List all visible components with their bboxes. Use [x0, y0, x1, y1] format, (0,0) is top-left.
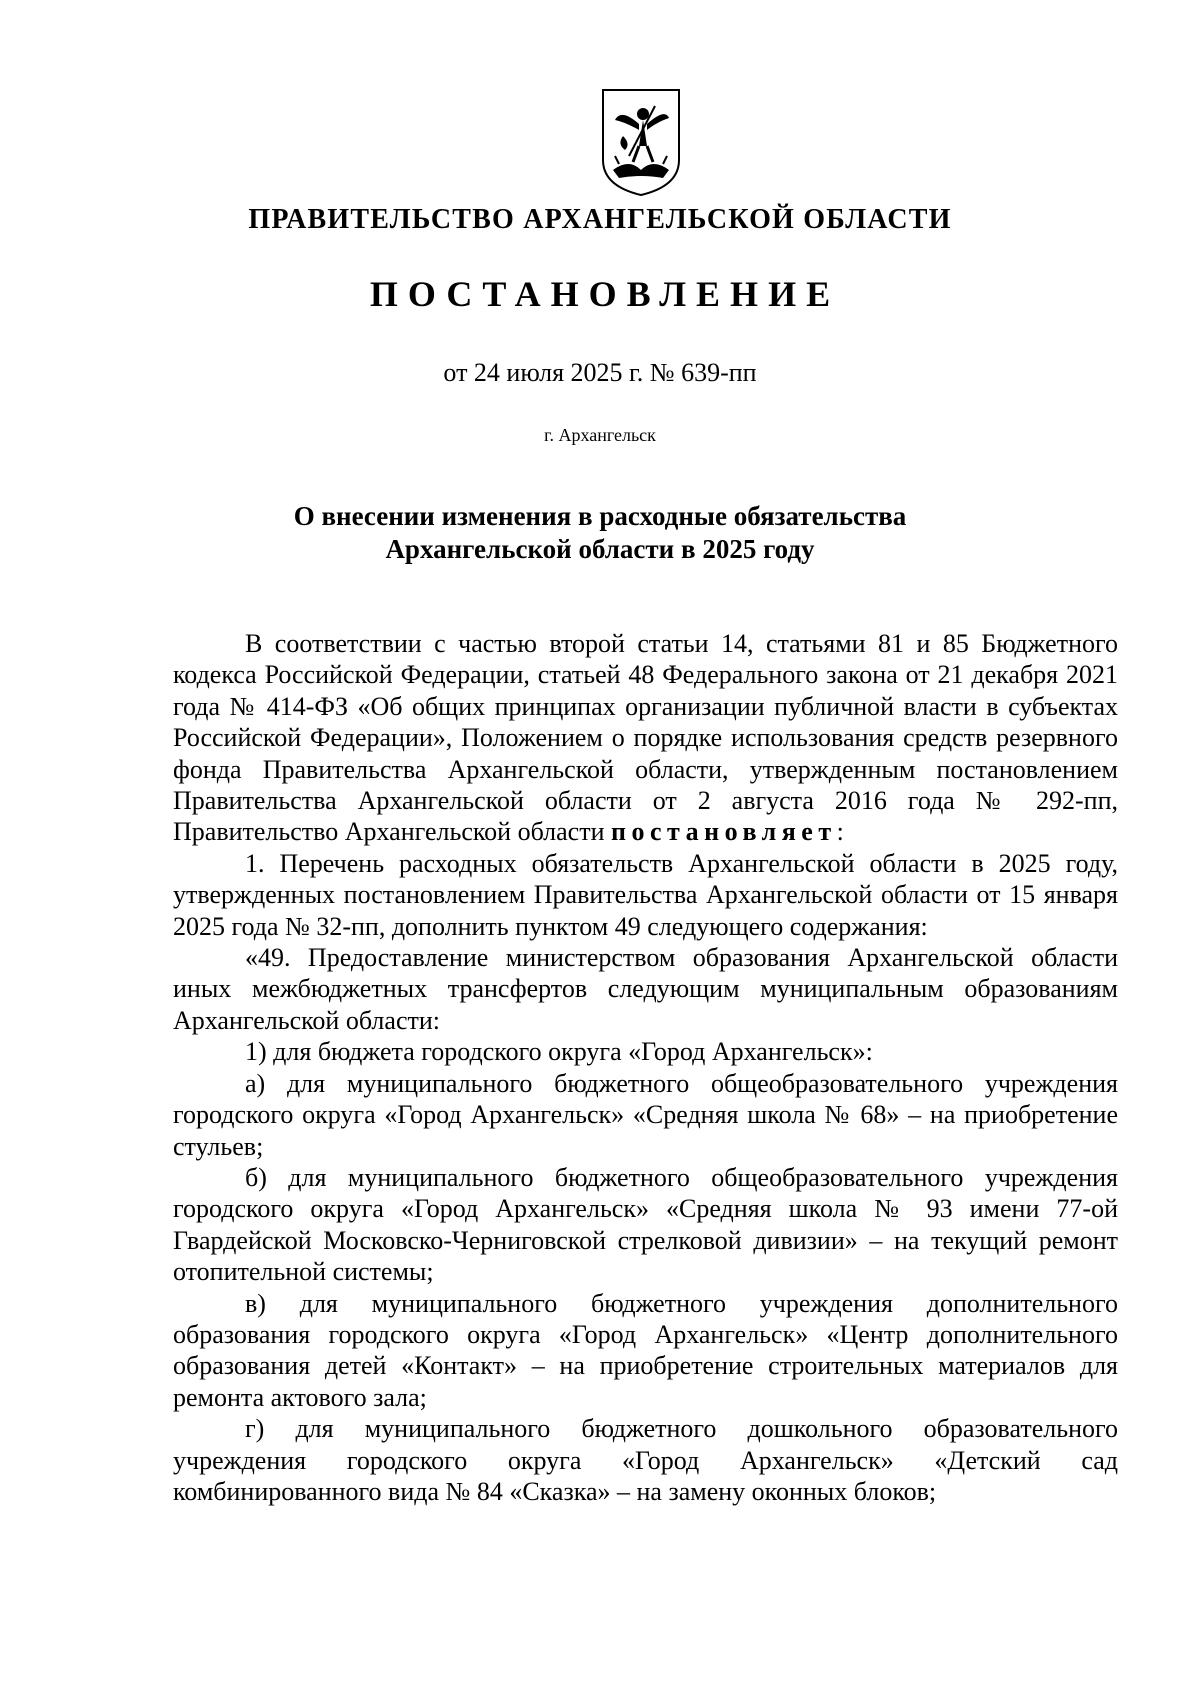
document-subject — [0, 500, 1200, 566]
sub-item-a-paragraph: а) для муниципального бюджетного общеобразовательного учреждения городского округа «Город Архангельск» «Средняя школа № 68» – на приобретение стульев; — [173, 1068, 1118, 1161]
document-body — [173, 628, 1118, 1507]
sub-item-g-paragraph: г) для муниципального бюджетного дошкольного образовательного учреждения городского округа «Город Архангельск» «Детский сад комбинированного вида № 84 «Сказка» – на замену оконных блоков; — [173, 1414, 1118, 1506]
subject-line-2: Архангельской области в 2025 году — [385, 534, 815, 564]
resolves-word: постановляет — [611, 817, 837, 847]
preamble-paragraph — [173, 628, 1118, 848]
sub-item-b-paragraph: б) для муниципального бюджетного общеобразовательного учреждения городского округа «Город Архангельск» «Средняя школа № 93 имени 77-ой Гвардейской Московско-Черниговской стрелковой дивизии» – на текущий ремонт отопительной системы; — [173, 1162, 1118, 1287]
coat-of-arms-icon — [599, 86, 683, 198]
sub-item-v-paragraph: в) для муниципального бюджетного учреждения дополнительного образования городского округа «Город Архангельск» «Центр дополнительного образования детей «Контакт» – на приобретение строительных материалов для ремонта актового зала; — [173, 1288, 1118, 1412]
document-type: ПОСТАНОВЛЕНИЕ — [369, 274, 841, 314]
preamble-text: В соответствии с частью второй статьи 14, статьями 81 и 85 Бюджетного кодекса Российской Федерации, статьей 48 Федерального закона от 21 декабря 2021 года № 414-ФЗ «Об общих принципах организации публичной власти в субъектах Российской Федерации», Положением о порядке использования средств резервного фонда Правительства Архангельской области, утвержденным постановлением Правительства Архангельской области от 2 августа 2016 года № 292-пп, Правительство Архангельской области — [173, 629, 1118, 847]
subject-line-1: О внесении изменения в расходные обязательства — [293, 501, 907, 531]
document-city: г. Архангельск — [544, 425, 656, 445]
item-49-paragraph: «49. Предоставление министерством образования Архангельской области иных межбюджетных трансфертов следующим муниципальным образованиям Архангельской области: — [173, 943, 1118, 1035]
government-title: ПРАВИТЕЛЬСТВО АРХАНГЕЛЬСКОЙ ОБЛАСТИ — [248, 204, 952, 235]
item-1-paragraph: 1. Перечень расходных обязательств Архангельской области в 2025 году, утвержденных постановлением Правительства Архангельской области от 15 января 2025 года № 32-пп, дополнить пунктом 49 следующего содержания: — [173, 848, 1118, 941]
document-date-number: от 24 июля 2025 г. № 639-пп — [443, 358, 757, 387]
sub-item-1-paragraph: 1) для бюджета городского округа «Город Архангельск»: — [245, 1037, 873, 1067]
resolves-punct: : — [836, 817, 844, 847]
